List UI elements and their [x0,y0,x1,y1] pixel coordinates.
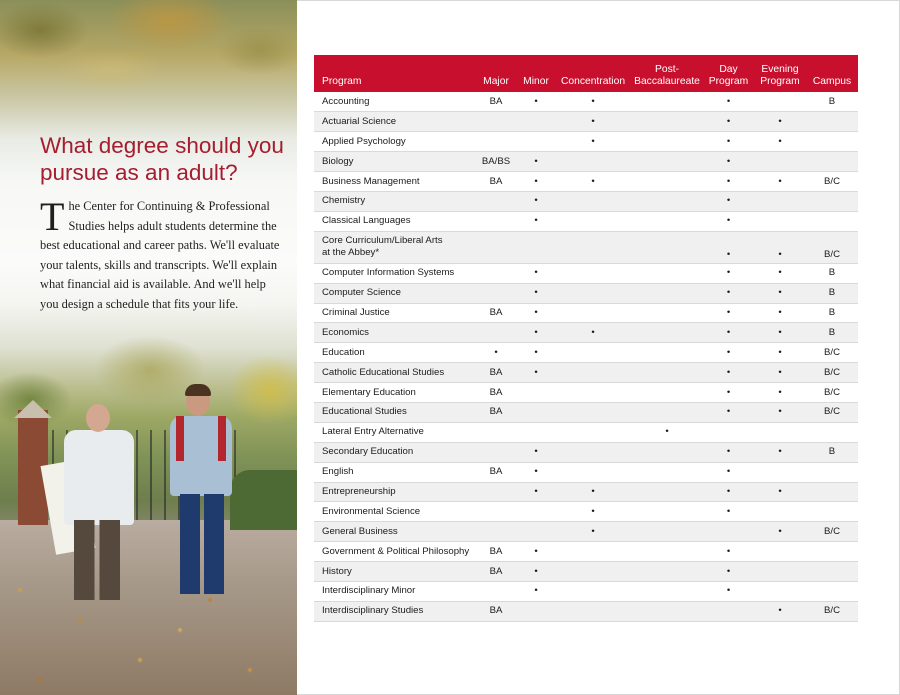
cell-campus: B [806,303,858,323]
cell-evening: • [754,112,806,132]
cell-minor: • [517,562,555,582]
header-evening-program: Evening Program [754,55,806,92]
cell-concentration: • [555,132,631,152]
cell-minor: • [517,442,555,462]
cell-major [475,191,517,211]
table-row [314,542,858,562]
cell-program: Business Management [314,172,475,192]
autumn-foliage [0,0,297,120]
table-row [314,263,858,283]
cell-concentration [555,152,631,172]
cell-minor: • [517,191,555,211]
table-row [314,442,858,462]
cell-post-bacc [631,383,703,403]
cell-concentration [555,363,631,383]
cell-campus: B/C [806,402,858,422]
table-row [314,482,858,502]
header-campus: Campus [806,55,858,92]
cell-program: Lateral Entry Alternative [314,422,475,442]
cell-program: Catholic Educational Studies [314,363,475,383]
cell-minor: • [517,462,555,482]
cell-evening [754,502,806,522]
cell-evening: • [754,402,806,422]
cell-day: • [703,211,754,231]
cell-concentration [555,581,631,601]
cell-program: Interdisciplinary Studies [314,601,475,621]
cell-post-bacc [631,442,703,462]
cell-evening: • [754,303,806,323]
cell-day: • [703,482,754,502]
cell-program: Secondary Education [314,442,475,462]
cell-day: • [703,112,754,132]
cell-day: • [703,383,754,403]
cell-post-bacc [631,283,703,303]
cell-minor: • [517,363,555,383]
cell-major: BA [475,92,517,112]
cell-campus: B/C [806,363,858,383]
cell-minor [517,383,555,403]
cell-evening: • [754,383,806,403]
cell-post-bacc [631,152,703,172]
cell-concentration [555,562,631,582]
cell-minor: • [517,482,555,502]
cell-major [475,522,517,542]
table-header-row [314,55,858,92]
cell-concentration: • [555,172,631,192]
cell-evening: • [754,323,806,343]
cell-post-bacc [631,231,703,263]
hedge [230,470,297,530]
cell-concentration [555,402,631,422]
cell-campus [806,132,858,152]
table-row [314,343,858,363]
cell-day: • [703,283,754,303]
cell-minor: • [517,542,555,562]
table-row [314,323,858,343]
cell-evening [754,462,806,482]
backpack-strap-left [176,416,184,461]
cell-program: Biology [314,152,475,172]
cell-evening: • [754,231,806,263]
cell-concentration [555,283,631,303]
cell-evening: • [754,442,806,462]
cell-program: Criminal Justice [314,303,475,323]
cell-minor: • [517,303,555,323]
cell-evening: • [754,132,806,152]
cell-minor: • [517,152,555,172]
cell-minor: • [517,211,555,231]
cell-minor [517,422,555,442]
page-headline: What degree should you pursue as an adult? [40,133,284,185]
table-row [314,303,858,323]
cell-program: Education [314,343,475,363]
campus-photo [0,0,297,695]
cell-minor: • [517,172,555,192]
cell-major [475,502,517,522]
table-row [314,422,858,442]
cell-day: • [703,462,754,482]
cell-campus: B/C [806,383,858,403]
cell-day: • [703,152,754,172]
table-row [314,402,858,422]
cell-evening [754,191,806,211]
cell-campus: B/C [806,601,858,621]
cell-program: Environmental Science [314,502,475,522]
drop-cap: T [40,194,65,239]
cell-campus [806,112,858,132]
table-row [314,152,858,172]
cell-evening [754,562,806,582]
cell-major: BA [475,402,517,422]
cell-campus [806,211,858,231]
cell-campus [806,542,858,562]
cell-day: • [703,231,754,263]
cell-minor [517,132,555,152]
cell-post-bacc [631,601,703,621]
cell-campus [806,152,858,172]
table-row [314,601,858,621]
cell-post-bacc [631,562,703,582]
cell-post-bacc [631,112,703,132]
cell-major: BA [475,363,517,383]
cell-program: English [314,462,475,482]
table-row [314,172,858,192]
cell-minor [517,502,555,522]
cell-campus [806,191,858,211]
cell-campus: B [806,283,858,303]
cell-concentration [555,601,631,621]
cell-day: • [703,581,754,601]
cell-major [475,263,517,283]
older-man-legs [74,520,120,600]
cell-major: BA [475,383,517,403]
cell-major [475,112,517,132]
table-row [314,283,858,303]
cell-post-bacc [631,211,703,231]
cell-day: • [703,303,754,323]
cell-concentration: • [555,92,631,112]
table-row [314,211,858,231]
table-row [314,112,858,132]
cell-major [475,231,517,263]
header-major: Major [475,55,517,92]
cell-evening [754,211,806,231]
cell-minor [517,601,555,621]
cell-evening [754,542,806,562]
cell-campus [806,422,858,442]
cell-major [475,482,517,502]
cell-minor: • [517,343,555,363]
cell-concentration [555,191,631,211]
cell-campus: B [806,323,858,343]
cell-campus [806,502,858,522]
cell-post-bacc [631,303,703,323]
cell-post-bacc [631,462,703,482]
cell-concentration: • [555,323,631,343]
cell-day: • [703,92,754,112]
cell-program: Educational Studies [314,402,475,422]
cell-minor: • [517,92,555,112]
cell-day: • [703,343,754,363]
program-table [314,55,858,622]
cell-campus: B/C [806,231,858,263]
cell-day: • [703,562,754,582]
cell-post-bacc [631,402,703,422]
table-row [314,92,858,112]
cell-post-bacc [631,263,703,283]
cell-major: • [475,343,517,363]
table-row [314,383,858,403]
cell-campus: B/C [806,343,858,363]
cell-evening: • [754,601,806,621]
cell-concentration: • [555,482,631,502]
cell-post-bacc [631,343,703,363]
cell-program: Core Curriculum/Liberal Arts at the Abbey* [314,231,475,263]
cell-program: Economics [314,323,475,343]
cell-program: Accounting [314,92,475,112]
cell-minor [517,231,555,263]
cell-evening: • [754,522,806,542]
cell-program: Elementary Education [314,383,475,403]
cell-major [475,132,517,152]
cell-program: Government & Political Philosophy [314,542,475,562]
cell-evening: • [754,263,806,283]
cell-concentration: • [555,502,631,522]
cell-major [475,211,517,231]
cell-concentration [555,211,631,231]
cell-major [475,581,517,601]
cell-day [703,422,754,442]
cell-concentration [555,442,631,462]
fallen-leaves [0,560,297,695]
cell-major [475,422,517,442]
cell-day: • [703,442,754,462]
cell-minor: • [517,283,555,303]
table-row [314,581,858,601]
cell-minor: • [517,323,555,343]
header-day-program: Day Program [703,55,754,92]
cell-evening [754,92,806,112]
cell-major: BA [475,601,517,621]
older-man-figure [64,430,134,525]
cell-campus: B [806,263,858,283]
cell-day: • [703,323,754,343]
table-row [314,132,858,152]
cell-program: Entrepreneurship [314,482,475,502]
cell-program: Computer Information Systems [314,263,475,283]
intro-text: he Center for Continuing & Professional Studies helps adult students determine the best educational and career paths. We'll evaluate your talents, skills and transcripts. We'll explain what financial aid is available. And we'll help you design a schedule that fits your life. [40,199,280,311]
cell-program: General Business [314,522,475,542]
cell-evening [754,422,806,442]
cell-post-bacc [631,482,703,502]
cell-concentration [555,383,631,403]
backpack-strap-right [218,416,226,461]
student-hair [185,384,211,396]
cell-day: • [703,172,754,192]
cell-campus [806,482,858,502]
cell-post-bacc [631,542,703,562]
cell-concentration: • [555,112,631,132]
cell-day: • [703,363,754,383]
table-row [314,462,858,482]
cell-post-bacc [631,92,703,112]
cell-post-bacc [631,191,703,211]
student-legs [180,494,224,594]
cell-day: • [703,402,754,422]
table-row [314,522,858,542]
cell-post-bacc [631,323,703,343]
cell-major [475,442,517,462]
cell-concentration [555,303,631,323]
header-concentration: Concentration [555,55,631,92]
cell-minor [517,522,555,542]
cell-program: Actuarial Science [314,112,475,132]
cell-day: • [703,263,754,283]
cell-major: BA [475,462,517,482]
table-body [314,92,858,621]
cell-minor: • [517,263,555,283]
pillar-cap [14,400,52,418]
cell-evening: • [754,283,806,303]
cell-post-bacc [631,581,703,601]
cell-evening [754,152,806,172]
cell-concentration: • [555,522,631,542]
cell-campus [806,562,858,582]
header-program: Program [314,55,475,92]
cell-campus: B/C [806,522,858,542]
cell-day [703,522,754,542]
cell-major: BA/BS [475,152,517,172]
cell-major: BA [475,172,517,192]
cell-campus: B [806,442,858,462]
cell-major: BA [475,303,517,323]
cell-campus: B/C [806,172,858,192]
cell-concentration [555,422,631,442]
cell-campus: B [806,92,858,112]
cell-day: • [703,542,754,562]
cell-post-bacc: • [631,422,703,442]
cell-program: Chemistry [314,191,475,211]
cell-evening: • [754,363,806,383]
header-post-baccalaureate: Post- Baccalaureate [631,55,703,92]
cell-post-bacc [631,132,703,152]
cell-concentration [555,231,631,263]
table-row [314,191,858,211]
cell-evening: • [754,172,806,192]
cell-evening [754,581,806,601]
cell-day: • [703,132,754,152]
cell-campus [806,462,858,482]
cell-program: Interdisciplinary Minor [314,581,475,601]
cell-evening: • [754,482,806,502]
cell-campus [806,581,858,601]
table-row [314,231,858,263]
cell-minor [517,402,555,422]
cell-concentration [555,343,631,363]
cell-major [475,323,517,343]
cell-program: Computer Science [314,283,475,303]
intro-paragraph [40,194,282,314]
table-row [314,562,858,582]
older-man-head [86,404,110,432]
cell-minor [517,112,555,132]
table-row [314,363,858,383]
cell-post-bacc [631,172,703,192]
cell-major [475,283,517,303]
cell-evening: • [754,343,806,363]
cell-post-bacc [631,363,703,383]
cell-post-bacc [631,502,703,522]
cell-day: • [703,502,754,522]
cell-concentration [555,462,631,482]
cell-minor: • [517,581,555,601]
table-row [314,502,858,522]
cell-program: History [314,562,475,582]
cell-concentration [555,542,631,562]
cell-major: BA [475,542,517,562]
cell-day: • [703,191,754,211]
cell-day [703,601,754,621]
cell-post-bacc [631,522,703,542]
cell-program: Applied Psychology [314,132,475,152]
cell-major: BA [475,562,517,582]
header-minor: Minor [517,55,555,92]
cell-concentration [555,263,631,283]
cell-program: Classical Languages [314,211,475,231]
